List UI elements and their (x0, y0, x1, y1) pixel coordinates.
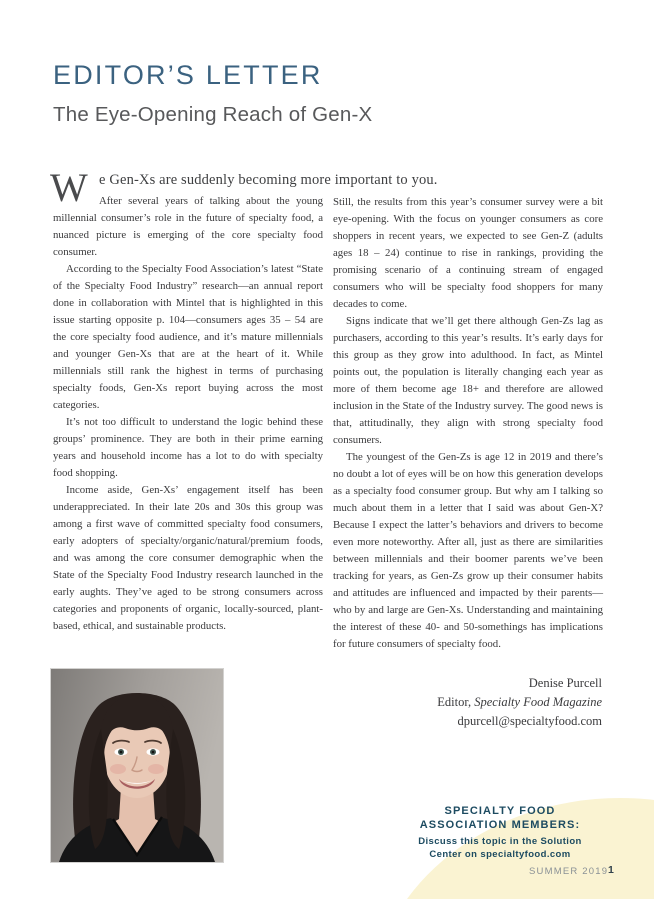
paragraph: After several years of talking about the young millennial consumer’s role in the future of specialty food, a nuanced picture is emerging of the core specialty food consumer. (53, 195, 323, 258)
callout-body-line2: Center on specialtyfood.com (429, 849, 571, 860)
editor-name: Denise Purcell (528, 676, 602, 690)
editor-portrait-photo (50, 668, 224, 863)
paragraph: It’s not too difficult to understand the logic behind these groups’ prominence. They are both in their prime earning years and household income has a lot to do with specialty food shopping. (53, 416, 323, 479)
magazine-name: Specialty Food Magazine (474, 695, 602, 709)
issue-label: SUMMER 2019 (529, 866, 609, 877)
callout-heading-line2: ASSOCIATION MEMBERS: (419, 818, 581, 831)
callout-heading-line1: SPECIALTY FOOD (444, 805, 556, 817)
left-column (53, 193, 323, 635)
callout-body-line1: Discuss this topic in the Solution (418, 836, 582, 847)
right-column (333, 194, 603, 653)
editor-role-prefix: Editor, (437, 695, 475, 709)
member-callout (400, 805, 600, 861)
signature-block (437, 674, 602, 731)
page-number: 1 (608, 864, 614, 876)
drop-cap: W (50, 165, 88, 210)
section-kicker: EDITOR’S LETTER (53, 60, 323, 90)
paragraph: Income aside, Gen-Xs’ engagement itself has been underappreciated. In their late 20s and 30s this group was among a first wave of committed specialty food consumers, early adopters of specialty/organic/natural/premium foods, and was among the core consumer demographic when the State of the Specialty Food Industry research launched in the early aughts. They’ve aged to be strong consumers across categories and proponents of organic, locally-sourced, plant-based, ethical, and sustainable products. (53, 484, 323, 632)
paragraph: The youngest of the Gen-Zs is age 12 in 2019 and there’s no doubt a lot of eyes will be on how this generation develops as a specialty food consumer group. But why am I talking so much about them in a letter that I said was about Gen-X? Because I expect the latter’s behaviors and drivers to become even more noteworthy. After all, just as there are similarities between millennials and their boomer parents we’ve been tracking for years, as Gen-Zs grow up their consumer habits and attitudes are influenced and impacted by their parents—who by and large are Gen-Xs. Understanding and maintaining the interest of these 40- and 50-somethings has implications for future consumers of specialty food. (333, 451, 603, 650)
editor-email: dpurcell@specialtyfood.com (457, 714, 602, 728)
lead-sentence: e Gen-Xs are suddenly becoming more important to you. (99, 172, 438, 188)
page-title: The Eye-Opening Reach of Gen-X (53, 103, 373, 126)
paragraph: Signs indicate that we’ll get there although Gen-Zs lag as purchasers, according to this year’s results. It’s early days for this group as they grow into adulthood. In fact, as Mintel points out, the population is literally changing each year as more of them become age 18+ and therefore are allowed inclusion in the State of the Industry survey. The good news is that, attitudinally, they align with strong specialty food consumers. (333, 315, 603, 446)
paragraph: According to the Specialty Food Association’s latest “State of the Specialty Food Industry” research—an annual report done in collaboration with Mintel that is highlighted in this issue starting opposite p. 104—consumers ages 35 – 54 are the core specialty food audience, and it’s mature millennials and younger Gen-Xs that are at the heart of it. While millennials still rank the highest in terms of purchasing specialty foods, Gen-Xs report buying across the most categories. (53, 263, 323, 411)
paragraph: Still, the results from this year’s consumer survey were a bit eye-opening. With the focus on younger consumers as core shoppers in recent years, we expected to see Gen-Z (adults ages 18 – 24) continue to rise in rankings, providing the promising scenario of a continuing stream of engaged consumers who will be specialty food shoppers for many decades to come. (333, 196, 603, 310)
editor-role (437, 693, 602, 712)
portrait-illustration (51, 669, 223, 862)
